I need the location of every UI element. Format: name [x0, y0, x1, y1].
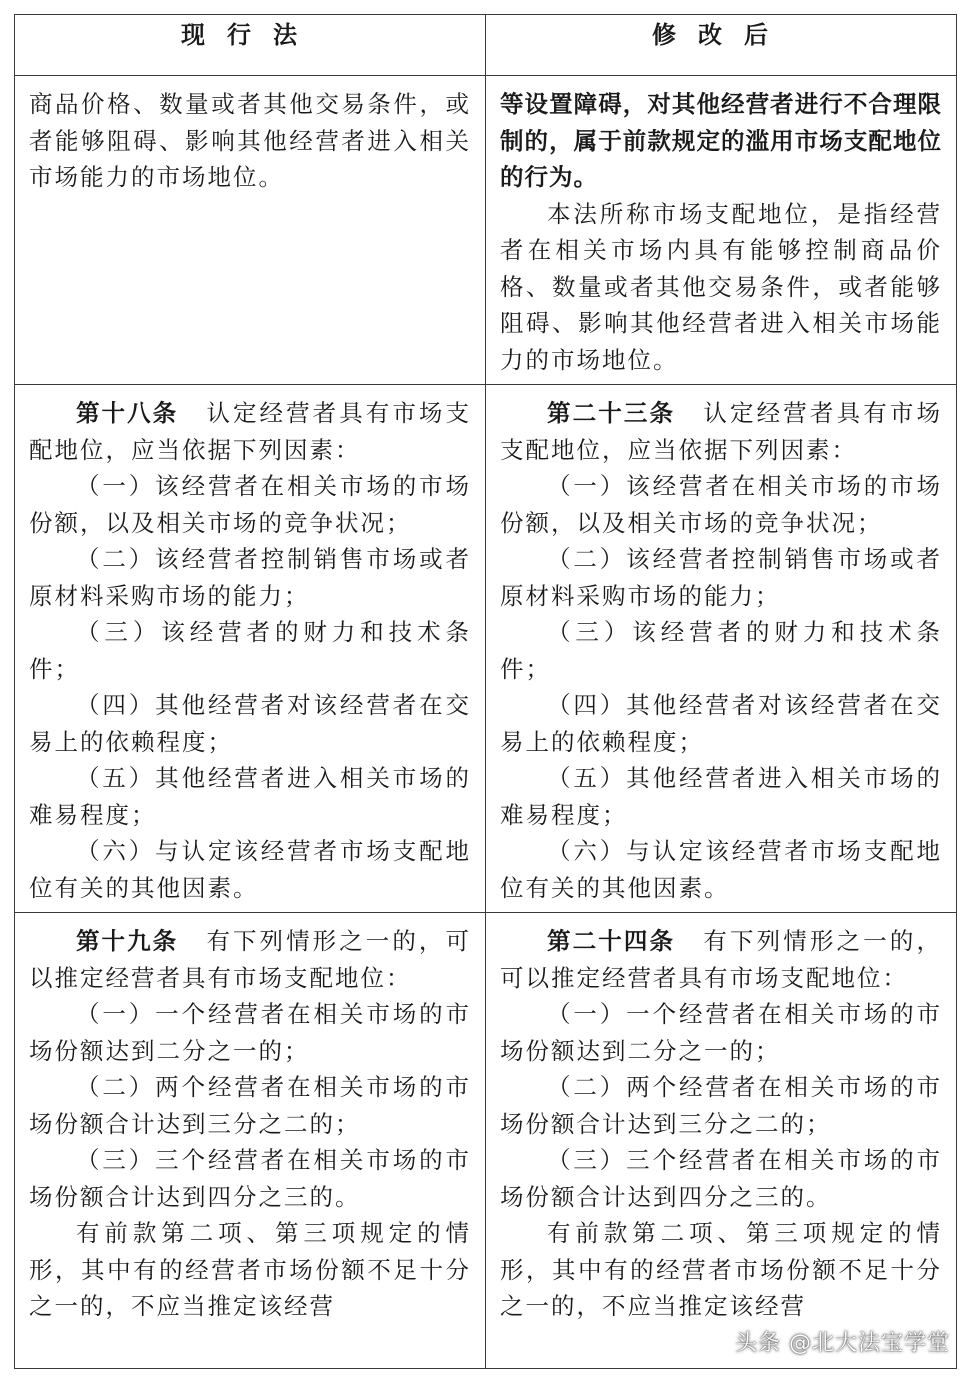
amended-law-cell	[486, 76, 957, 385]
paragraph: 商品价格、数量或者其他交易条件，或者能够阻碍、影响其他经营者进入相关市场能力的市场地位。	[29, 90, 471, 191]
article-paragraph	[29, 923, 471, 996]
list-item: （一）一个经营者在相关市场的市场份额达到二分之一的；	[29, 1000, 471, 1065]
paragraph-amended-bold: 等设置障碍，对其他经营者进行不合理限制的，属于前款规定的滥用市场支配地位的行为。	[500, 90, 942, 191]
table-row	[15, 913, 957, 1369]
watermark: 头条 @北大法宝学堂	[735, 1331, 950, 1356]
list-item: （一）一个经营者在相关市场的市场份额达到二分之一的；	[500, 1000, 942, 1065]
article-paragraph	[29, 395, 471, 468]
amended-law-cell	[486, 913, 957, 1369]
list-item: （一）该经营者在相关市场的市场份额，以及相关市场的竞争状况；	[29, 472, 471, 537]
list-item: （五）其他经营者进入相关市场的难易程度；	[500, 764, 942, 829]
list-item: （二）该经营者控制销售市场或者原材料采购市场的能力；	[29, 545, 471, 610]
list-item: （二）两个经营者在相关市场的市场份额合计达到三分之二的；	[29, 1073, 471, 1138]
amended-law-cell	[486, 385, 957, 913]
header-current-law: 现行法	[15, 15, 486, 76]
article-number: 第十九条	[76, 927, 179, 955]
article-intro: 认定经营者具有市场支配地位，应当依据下列因素：	[500, 399, 943, 464]
list-item: （四）其他经营者对该经营者在交易上的依赖程度；	[29, 691, 471, 756]
law-comparison-table	[14, 14, 957, 1369]
list-item: （三）三个经营者在相关市场的市场份额合计达到四分之三的。	[500, 1146, 942, 1211]
list-item: （三）三个经营者在相关市场的市场份额合计达到四分之三的。	[29, 1146, 471, 1211]
table-row	[15, 385, 957, 913]
article-number: 第十八条	[76, 399, 179, 427]
list-item: （二）两个经营者在相关市场的市场份额合计达到三分之二的；	[500, 1073, 942, 1138]
paragraph: 本法所称市场支配地位，是指经营者在相关市场内具有能够控制商品价格、数量或者其他交易条件，或者能够阻碍、影响其他经营者进入相关市场能力的市场地位。	[500, 199, 942, 374]
current-law-cell	[15, 385, 486, 913]
list-item: （一）该经营者在相关市场的市场份额，以及相关市场的竞争状况；	[500, 472, 942, 537]
article-intro: 有下列情形之一的，可以推定经营者具有市场支配地位：	[29, 927, 471, 992]
list-item: （六）与认定该经营者市场支配地位有关的其他因素。	[29, 837, 471, 902]
paragraph: 有前款第二项、第三项规定的情形，其中有的经营者市场份额不足十分之一的，不应当推定该经营	[500, 1219, 942, 1320]
paragraph: 有前款第二项、第三项规定的情形，其中有的经营者市场份额不足十分之一的，不应当推定该经营	[29, 1219, 471, 1320]
list-item: （四）其他经营者对该经营者在交易上的依赖程度；	[500, 691, 942, 756]
header-amended-law: 修改后	[486, 15, 957, 76]
current-law-cell	[15, 913, 486, 1369]
article-number: 第二十三条	[547, 399, 676, 427]
article-intro: 认定经营者具有市场支配地位，应当依据下列因素：	[29, 399, 471, 464]
current-law-cell	[15, 76, 486, 385]
comparison-page	[14, 14, 956, 1365]
list-item: （三）该经营者的财力和技术条件；	[500, 618, 942, 683]
article-intro: 有下列情形之一的，可以推定经营者具有市场支配地位：	[500, 927, 943, 992]
list-item: （六）与认定该经营者市场支配地位有关的其他因素。	[500, 837, 942, 902]
article-number: 第二十四条	[547, 927, 676, 955]
list-item: （三）该经营者的财力和技术条件；	[29, 618, 471, 683]
list-item: （五）其他经营者进入相关市场的难易程度；	[29, 764, 471, 829]
table-row	[15, 76, 957, 385]
list-item: （二）该经营者控制销售市场或者原材料采购市场的能力；	[500, 545, 942, 610]
article-paragraph	[500, 395, 942, 468]
article-paragraph	[500, 923, 942, 996]
